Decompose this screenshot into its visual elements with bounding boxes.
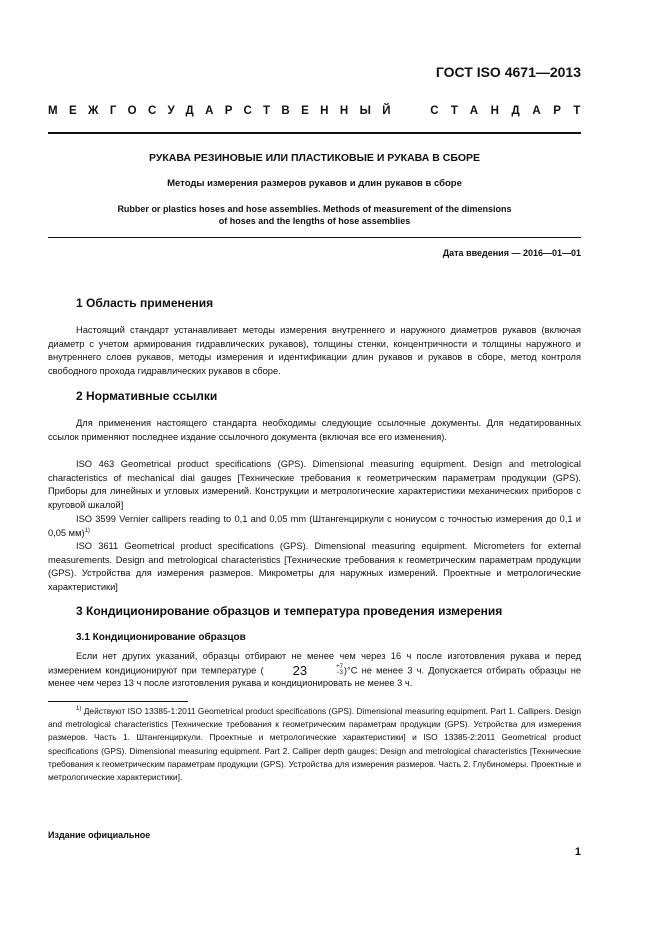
- temperature-tolerance: [265, 664, 343, 678]
- official-edition-label: Издание официальное: [48, 830, 151, 840]
- section-2-reference-iso3599: [48, 513, 581, 540]
- footnote-reference[interactable]: 1): [84, 527, 90, 534]
- footnote-divider: [48, 701, 188, 702]
- footnote-mark: 1): [76, 706, 82, 713]
- title-english-line-2: of hoses and the lengths of hose assemblies: [218, 216, 411, 226]
- document-title-english: [48, 203, 581, 227]
- footnote-body: Действуют ISO 13385-1:2011 Geometrical product specifications (GPS). Dimensional measuring equipment. Part 1. Callipers. Design and metrological characteristics [Технические требования к геометрическим параметрам продукции (GPS). Устройства для измерения размеров. Часть 1. Штангенциркули. Проектные и метрологические характеристики] и ISO 13385-2:2011 Geometrical product specifications (GPS). Dimensional measuring equipment. Part 2. Calliper depth gauges; Design and metrological characteristics [Технические требования к геометрическим параметрам продукции (GPS). Устройства для измерения размеров. Часть 2. Глубиномеры. Проектные и метрологические характеристики].: [48, 706, 581, 783]
- section-2-paragraph-1: Для применения настоящего стандарта необходимы следующие ссылочные документы. Для недатированных ссылок применяют последнее издание ссылочного документа (включая все его изменения).: [48, 418, 581, 442]
- section-2-reference-iso463: ISO 463 Geometrical product specifications (GPS). Dimensional measuring equipment. Design and metrological characteristics of mechanical dial gauges [Технические требования к геометрическим параметрам продукции (GPS). Приборы для линейных и угловых измерений. Конструкции и метрологические характеристики механических приборов с круговой шкалой]: [48, 459, 581, 510]
- header-divider: [48, 132, 581, 134]
- page-number: 1: [574, 846, 581, 858]
- section-2-reference-iso3611: ISO 3611 Geometrical product specifications (GPS). Dimensional measuring equipment. Micrometers for external measurements. Design and metrological characteristics [Технические требования к геометрическим параметрам продукции (GPS). Устройства для измерения размеров. Микрометры для наружных измерений. Проектные и метрологические характеристики]: [48, 541, 581, 592]
- banner-left-word: МЕЖГОСУДАРСТВЕННЫЙ: [48, 105, 402, 117]
- temperature-value: 23: [292, 662, 308, 678]
- tolerance-upper: +7: [336, 664, 343, 671]
- section-1-paragraph: Настоящий стандарт устанавливает методы измерения внутреннего и наружного диаметров рукавов (включая диаметр с учетом армирования гидравлических рукавов), толщины стенки, концентричности и толщины наружного и внутреннего слоев рукавов, методы измерения и идентификации длин рукавов и рукавов в сборе, метод контроля свободного прохода гидравлических рукавов в сборе.: [48, 325, 581, 376]
- footnote-text: [48, 705, 581, 784]
- section-3-1-heading: 3.1 Кондиционирование образцов: [76, 632, 246, 643]
- section-2-heading: 2 Нормативные ссылки: [76, 389, 218, 403]
- conditioning-text-start: Если нет других указаний, образцы отбирают не менее чем через 16 ч после изготовления рукава и перед измерением кондиционируют при температуре (: [48, 651, 581, 675]
- banner-right-word: СТАНДАРТ: [430, 105, 593, 117]
- introduction-date: Дата введения — 2016—01—01: [442, 248, 581, 258]
- document-title: РУКАВА РЕЗИНОВЫЕ ИЛИ ПЛАСТИКОВЫЕ И РУКАВА В СБОРЕ: [148, 152, 481, 164]
- section-3-heading: 3 Кондиционирование образцов и температура проведения измерения: [76, 604, 503, 618]
- temperature-tolerance-limits: [308, 664, 343, 676]
- document-subtitle: Методы измерения размеров рукавов и длин рукавов в сборе: [167, 178, 462, 189]
- standard-code: ГОСТ ISO 4671—2013: [435, 64, 581, 80]
- title-english-line-1: Rubber or plastics hoses and hose assemblies. Methods of measurement of the dimensions: [117, 204, 512, 214]
- title-divider: [48, 237, 581, 238]
- section-3-1-paragraph: [48, 650, 581, 691]
- iso3599-text: ISO 3599 Vernier callipers reading to 0,1 and 0,05 mm (Штангенциркули с нониусом с точностью измерения до 0,1 и 0,05 мм): [48, 514, 581, 538]
- tolerance-lower: −3: [336, 670, 343, 677]
- standard-type-banner: [48, 105, 593, 117]
- section-1-heading: 1 Область применения: [76, 296, 214, 310]
- conditioning-text-end: )°C не менее 3 ч. Допускается отбирать образцы не менее чем через 13 ч после изготовления рукава и кондиционировать не менее 3 ч.: [48, 664, 582, 689]
